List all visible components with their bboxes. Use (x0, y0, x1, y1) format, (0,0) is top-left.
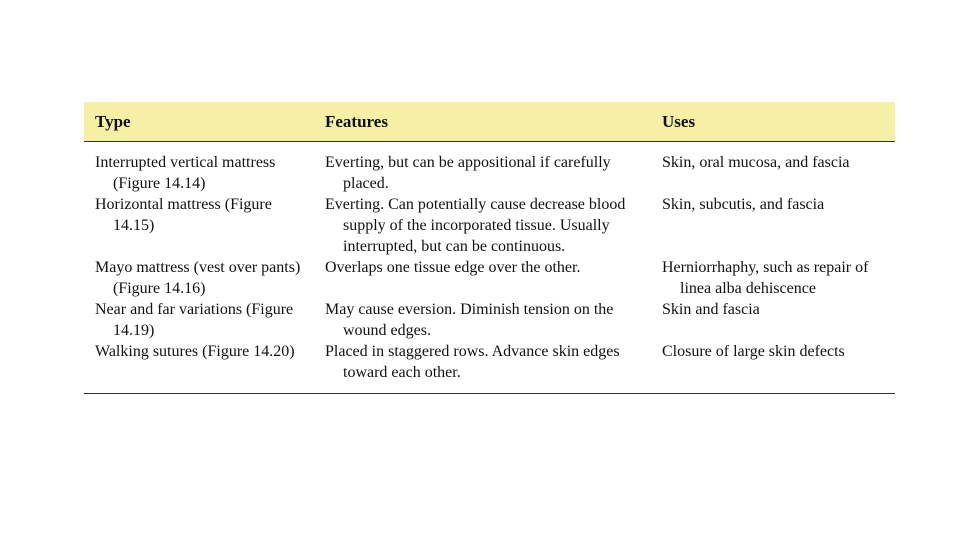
cell-features-text: Everting. Can potentially cause decrease blood supply of the incorporated tissue. Usually interrupted, but can be continuous. (325, 196, 626, 255)
cell-features (314, 257, 651, 299)
cell-uses-text: Skin, oral mucosa, and fascia (662, 154, 850, 171)
cell-features-text: May cause eversion. Diminish tension on the wound edges. (325, 301, 614, 339)
cell-uses-text: Skin and fascia (662, 301, 760, 318)
cell-features-text: Everting, but can be appositional if carefully placed. (325, 154, 611, 192)
table-row (84, 194, 895, 257)
cell-uses-text: Skin, subcutis, and fascia (662, 196, 825, 213)
cell-features (314, 142, 651, 195)
cell-type (84, 257, 314, 299)
cell-uses (651, 142, 895, 195)
cell-features (314, 341, 651, 394)
suture-patterns-table-container (84, 102, 895, 394)
cell-features-text: Placed in staggered rows. Advance skin edges toward each other. (325, 343, 620, 381)
cell-uses (651, 257, 895, 299)
cell-uses (651, 341, 895, 394)
cell-uses-text: Closure of large skin defects (662, 343, 845, 360)
table-body (84, 142, 895, 394)
cell-type-text: Near and far variations (Figure 14.19) (95, 301, 294, 339)
cell-type (84, 341, 314, 394)
header-features: Features (314, 102, 651, 142)
table-header (84, 102, 895, 142)
table-row (84, 341, 895, 394)
cell-uses-text: Herniorrhaphy, such as repair of linea alba dehiscence (662, 259, 869, 297)
suture-patterns-table (84, 102, 895, 394)
cell-features (314, 194, 651, 257)
cell-features-text: Overlaps one tissue edge over the other. (325, 259, 581, 276)
cell-type-text: Mayo mattress (vest over pants) (Figure 14.16) (95, 259, 301, 297)
cell-type (84, 142, 314, 195)
table-row (84, 299, 895, 341)
cell-type-text: Walking sutures (Figure 14.20) (95, 343, 295, 360)
header-type: Type (84, 102, 314, 142)
cell-type-text: Horizontal mattress (Figure 14.15) (95, 196, 272, 234)
cell-type (84, 194, 314, 257)
cell-type (84, 299, 314, 341)
cell-features (314, 299, 651, 341)
cell-uses (651, 194, 895, 257)
header-uses: Uses (651, 102, 895, 142)
table-row (84, 142, 895, 195)
cell-uses (651, 299, 895, 341)
cell-type-text: Interrupted vertical mattress (Figure 14.14) (95, 154, 276, 192)
table-row (84, 257, 895, 299)
header-row (84, 102, 895, 142)
